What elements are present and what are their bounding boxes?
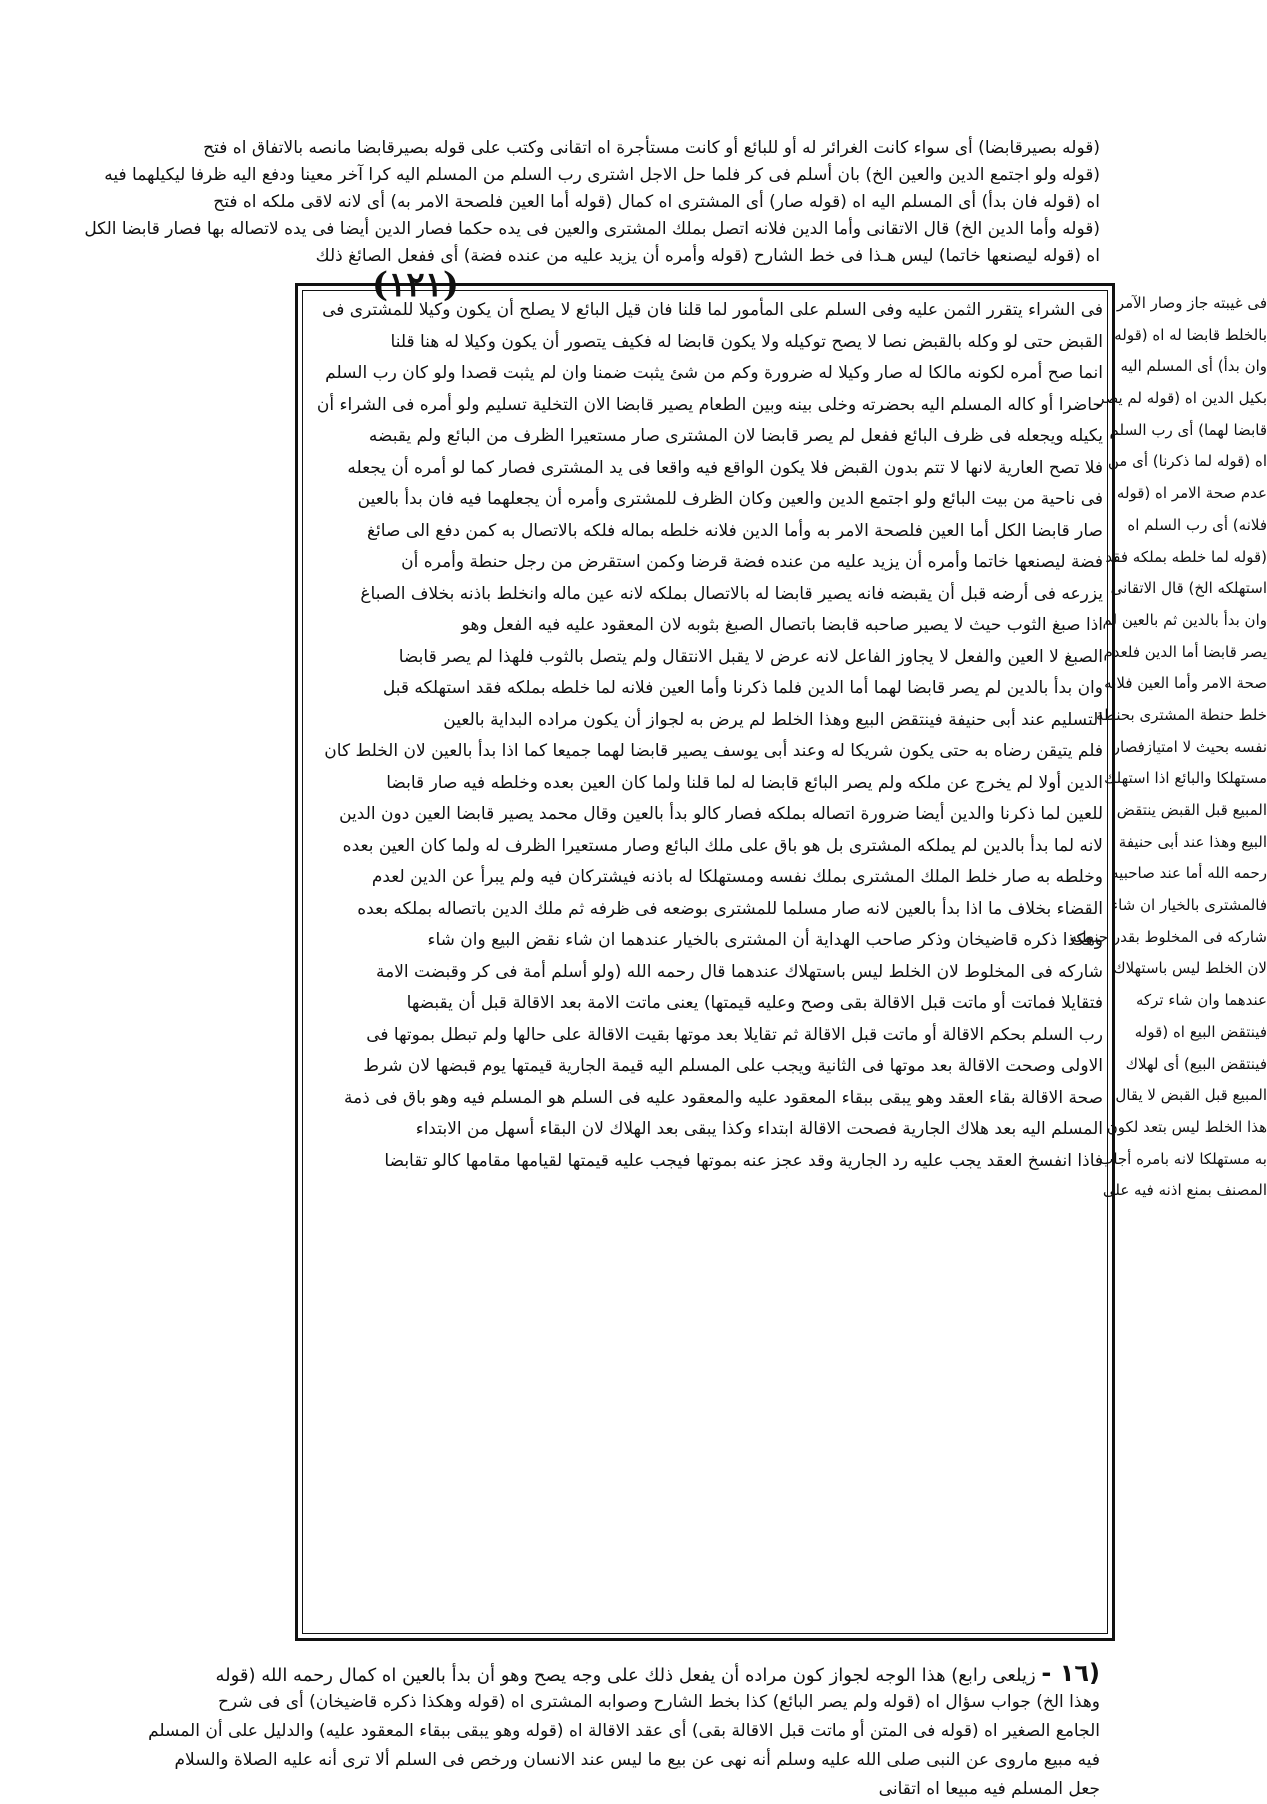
main-line: وهكذا ذكره قاضيخان وذكر صاحب الهداية أن المشترى بالخيار عندهما ان شاء نقض البيع وان شاء xyxy=(427,930,1103,950)
footnote-line: وهذا الخ) جواب سؤال اه (قوله ولم يصر البائع) كذا بخط الشارح وصوابه المشترى اه (قوله وهكذا ذكره قاضيخان) أى فى شرح xyxy=(218,1692,1100,1712)
margin-line: وان بدأ) أى المسلم اليه xyxy=(1120,357,1267,376)
footnote-commentary xyxy=(150,1659,1100,1804)
margin-line: به مستهلكا لانه بامره أجاب xyxy=(1099,1149,1267,1168)
margin-line: اه (قوله لما ذكرنا) أى من xyxy=(1107,452,1267,471)
main-line: اذا صبغ الثوب حيث لا يصير صاحبه قابضا باتصال الصبغ بثوبه لان المعقود عليه فيه الفعل وهو xyxy=(461,615,1103,635)
main-line: للعين لما ذكرنا والدين أيضا ضرورة اتصاله بملكه فصار كالو بدأ بالعين وقال محمد يصير قابضا العين دون الدين xyxy=(339,804,1103,824)
main-line: حاضرا أو كاله المسلم اليه بحضرته وخلى بينه وبين الطعام يصير قابضا الان التخلية تسليم ولو أمره فى الشراء أن xyxy=(316,394,1103,415)
main-line: فى ناحية من بيت البائع ولو اجتمع الدين والعين وكان الظرف للمشترى وأمره أن يجعلهما فيه فان بدأ بالعين xyxy=(357,489,1103,509)
footnote-line: الجامع الصغير اه (قوله فى المتن أو ماتت قبل الاقالة بقى) أى عقد الاقالة اه (قوله وهو يبقى ببقاء المعقود عليه) والدليل على أن المسلم xyxy=(148,1721,1100,1741)
margin-line: بكيل الدين اه (قوله لم يصر xyxy=(1097,389,1267,408)
main-line: التسليم عند أبى حنيفة فينتقض البيع وهذا الخلط لم يرض به لجواز أن يكون مراده البداية بالعين xyxy=(443,709,1103,730)
header-line: (قوله وأما الدين الخ) قال الاتقانى وأما الدين فلانه اتصل بملك المشترى والعين فى يده حكما فصار الدين أيضا فى يده لاتصاله بها فصار قابضا الكل xyxy=(84,219,1100,239)
margin-line: عدم صحة الامر اه (قوله xyxy=(1116,484,1267,503)
margin-line: لان الخلط ليس باستهلاك xyxy=(1113,959,1267,978)
margin-line: فينتقض البيع) أى لهلاك xyxy=(1125,1054,1267,1073)
margin-commentary xyxy=(1069,288,1267,1207)
margin-line: خلط حنطة المشترى بحنطة xyxy=(1096,705,1267,724)
margin-line: هذا الخلط ليس بتعد لكون xyxy=(1106,1117,1267,1136)
main-text xyxy=(309,295,1103,1177)
main-line: فتقايلا فماتت أو ماتت قبل الاقالة بقى وصح وعليه قيمتها) يعنى ماتت الامة بعد الاقالة قبل أن يقبضها xyxy=(406,993,1103,1013)
main-line: فاذا انفسخ العقد يجب عليه رد الجارية وقد عجز عنه بموتها فيجب عليه قيمتها لقيامها مقامها كالو تقابضا xyxy=(384,1150,1103,1171)
margin-line: فى غيبته جاز وصار الآمر xyxy=(1116,294,1267,312)
margin-line: شاركه فى المخلوط بقدر حنطته xyxy=(1069,927,1267,946)
main-line: القبض حتى لو وكله بالقبض نصا لا يصح توكيله ولا يكون قابضا له فكيف يتصور أن يكون وكيلا له هنا قلنا xyxy=(390,331,1103,352)
main-line: صار قابضا الكل أما العين فلصحة الامر به وأما الدين فلانه خلطه بماله فلكه بالاتصال به كمن دفع الى صائغ xyxy=(367,520,1103,541)
main-line: فلم يتيقن رضاه به حتى يكون شريكا له وعند أبى يوسف يصير قابضا لهما جميعا كما اذا بدأ بالعين لان الخلط كان xyxy=(324,741,1103,761)
main-line: وخلطه به صار خلط الملك المشترى بملك نفسه ومستهلكا له باذنه فيشتركان فيه ولم يبرأ عن الدين لعدم xyxy=(371,867,1103,887)
margin-line: البيع وهذا عند أبى حنيفة xyxy=(1118,832,1267,851)
main-line: صحة الاقالة بقاء العقد وهو يبقى ببقاء المعقود عليه والمعقود عليه فى السلم هو المسلم فيه وهو باق فى ذمة xyxy=(344,1087,1103,1108)
header-line: اه (قوله فان بدأ) أى المسلم اليه اه (قوله صار) أى المشترى اه كمال (قوله أما العين فلصحة الامر به) أى لانه لاقى ملكه اه فتح xyxy=(213,192,1100,212)
main-line: المسلم اليه بعد هلاك الجارية فصحت الاقالة ابتداء وكذا يبقى بعد الهلاك لان البقاء أسهل من الابتداء xyxy=(415,1119,1103,1139)
main-line: القضاء بخلاف ما اذا بدأ بالعين لانه صار مسلما للمشترى بوضعه فى ظرفه ثم ملك الدين باتصاله بملكه بعده xyxy=(357,898,1103,919)
main-line: الدين أولا لم يخرج عن ملكه ولم يصر البائع قابضا له لما قلنا ولما كان العين بعده وخلطه فيه صار قابضا xyxy=(386,772,1103,793)
main-line: فلا تصح العارية لانها لا تتم بدون القبض فلا يكون الواقع فيه واقعا فى يد المشترى فصار كما لو أمره أن يجعله xyxy=(347,457,1103,478)
main-line: شاركه فى المخلوط لان الخلط ليس باستهلاك عندهما قال رحمه الله (ولو أسلم أمة فى كر وقبضت الامة xyxy=(375,961,1103,982)
margin-line: قابضا لهما) أى رب السلم xyxy=(1109,420,1267,439)
margin-line: يصر قابضا أما الدين فلعدم xyxy=(1103,642,1267,661)
main-line: انما صح أمره لكونه مالكا له صار وكيلا له ضرورة وكم من شئ يثبت ضمنا وان لم يثبت قصدا ولو كان رب السلم xyxy=(325,363,1103,383)
main-line: فضة ليصنعها خاتما وأمره أن يزيد عليه من عنده فضة قرضا وكمن استقرض من رجل حنطة وأمره أن xyxy=(401,552,1103,572)
margin-line: نفسه بحيث لا امتيازفصار xyxy=(1112,737,1267,756)
margin-line: فلانه) أى رب السلم اه xyxy=(1127,515,1267,534)
footnote-line: فيه مبيع ماروى عن النبى صلى الله عليه وسلم أنه نهى عن بيع ما ليس عند الانسان ورخص فى السلم ألا ترى أنه عليه الصلاة والسلام xyxy=(174,1750,1100,1770)
footnote-text: زيلعى رابع) هذا الوجه لجواز كون مراده أن يفعل ذلك على وجه يصح وهو أن بدأ بالعين اه كمال رحمه الله (قوله xyxy=(215,1665,1036,1686)
page-number: (١٢١) xyxy=(372,265,459,305)
margin-line: بالخلط قابضا له اه (قوله xyxy=(1114,325,1267,344)
footnote-number: (١٦ - xyxy=(1041,1659,1100,1687)
header-commentary xyxy=(84,135,1100,270)
margin-line: المبيع قبل القبض ينتقض xyxy=(1116,801,1267,819)
margin-line: فالمشترى بالخيار ان شاء xyxy=(1111,896,1267,915)
margin-line: استهلكه الخ) قال الاتقانى xyxy=(1110,579,1267,598)
margin-line: رحمه الله أما عند صاحبيه xyxy=(1111,864,1267,883)
footnote-line xyxy=(150,1659,1100,1688)
header-line: (قوله ولو اجتمع الدين والعين الخ) بان أسلم فى كر فلما حل الاجل اشترى رب السلم من المسلم اليه كرا آخر معينا ودفع اليه ظرفا ليكيلهما فيه xyxy=(104,165,1100,185)
margin-line: صحة الامر وأما العين فلانه xyxy=(1104,674,1267,693)
header-line: (قوله بصيرقابضا) أى سواء كانت الغرائر له أو للبائع أو كانت مستأجرة اه اتقانى وكتب على قوله بصيرقابضا مانصه بالاتفاق اه فتح xyxy=(203,138,1100,158)
header-line: اه (قوله ليصنعها خاتما) ليس هـذا فى خط الشارح (قوله وأمره أن يزيد عليه من عنده فضة) أى ففعل الصائغ ذلك xyxy=(315,246,1100,266)
footnote-line: جعل المسلم فيه مبيعا اه اتقانى xyxy=(878,1779,1100,1799)
margin-line: عندهما وان شاء تركه xyxy=(1135,991,1267,1010)
main-line: الصبغ لا العين والفعل لا يجاوز الفاعل لانه عرض لا يقبل الانتقال ولم يتصل بالثوب فلهذا لم يصر قابضا xyxy=(398,646,1103,667)
margin-line: وان بدأ بالدين ثم بالعين لم xyxy=(1102,610,1267,629)
main-line: الاولى وصحت الاقالة بعد موتها فى الثانية ويجب على المسلم اليه قيمة الجارية قيمتها يوم قبضها لان شرط xyxy=(363,1056,1103,1076)
margin-line: فينتقض البيع اه (قوله xyxy=(1134,1022,1267,1041)
margin-line: المصنف بمنع اذنه فيه على xyxy=(1102,1181,1267,1200)
main-line: وان بدأ بالدين لم يصر قابضا لهما أما الدين فلما ذكرنا وأما العين فلانه لما خلطه بملكه فقد استهلكه قبل xyxy=(382,678,1103,698)
main-line: لانه لما بدأ بالدين لم يملكه المشترى بل هو باق على ملك البائع وصار مستعيرا الظرف له ولما كان العين بعده xyxy=(342,835,1103,856)
margin-line: المبيع قبل القبض لا يقال xyxy=(1115,1086,1267,1105)
margin-line: مستهلكا والبائع اذا استهلك xyxy=(1103,769,1267,788)
main-line: فى الشراء يتقرر الثمن عليه وفى السلم على المأمور لما قلنا فان قيل البائع لا يصلح أن يكون وكيلا للمشترى فى xyxy=(322,300,1103,320)
main-line: يكيله ويجعله فى ظرف البائع ففعل لم يصر قابضا لان المشترى صار مستعيرا الظرف من البائع ولم يقبضه xyxy=(368,426,1103,446)
margin-line: (قوله لما خلطه بملكه فقد xyxy=(1105,547,1267,566)
main-line: يزرعه فى أرضه قبل أن يقبضه فانه يصير قابضا له بالاتصال بملكه لانه عين ماله وانخلط باذنه بخلاف الصباغ xyxy=(360,583,1103,604)
main-line: رب السلم بحكم الاقالة أو ماتت قبل الاقالة ثم تقايلا بعد موتها بقيت الاقالة على حالها ولم تبطل بموتها فى xyxy=(366,1024,1103,1045)
